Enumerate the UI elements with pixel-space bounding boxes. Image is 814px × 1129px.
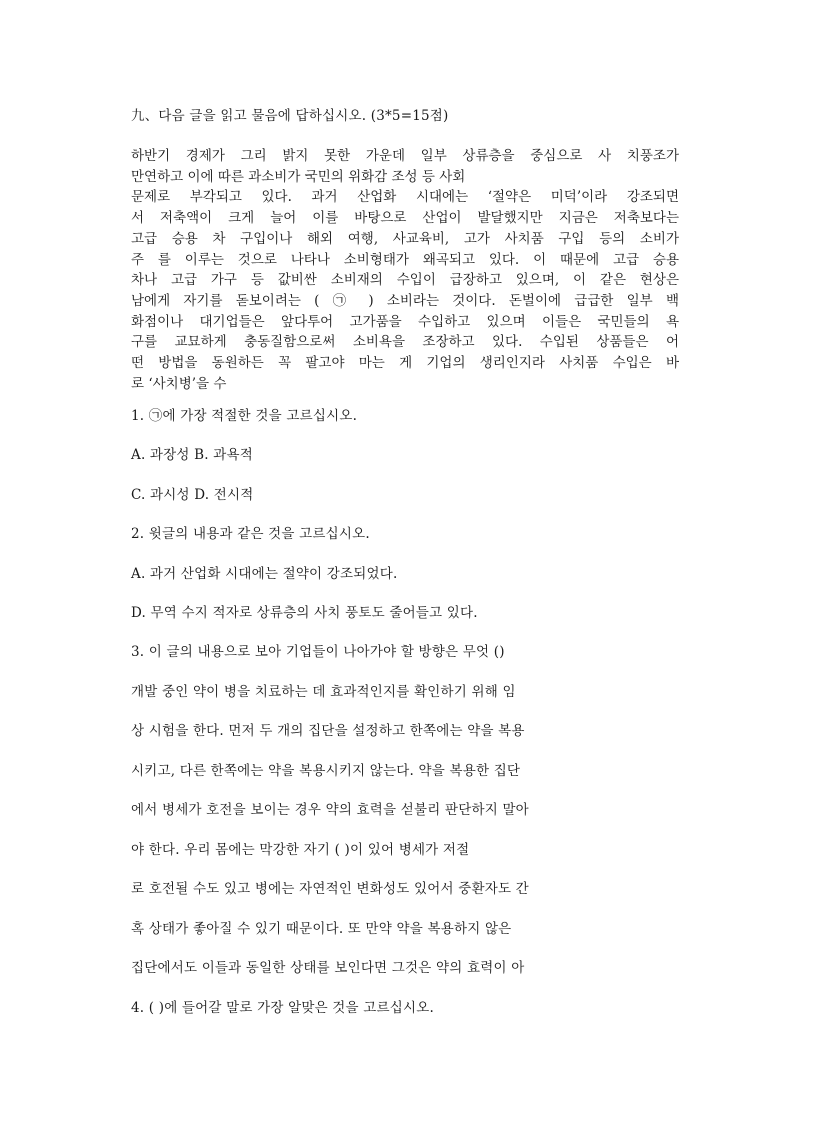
- passage-2-line: 시키고, 다른 한쪽에는 약을 복용시키지 않는다. 약을 복용한 집단: [131, 763, 521, 779]
- passage-line: 고급 승용 차 구입이나 해외 여행, 사교육비, 고가 사치품 구입 등의 소비가: [131, 230, 679, 247]
- question-1-options-cd: C. 과시성 D. 전시적: [131, 487, 254, 503]
- passage-2-line: 개발 중인 약이 병을 치료하는 데 효과적인지를 확인하기 위해 임: [131, 684, 516, 700]
- passage-2-line: 로 호전될 수도 있고 병에는 자연적인 변화성도 있어서 중환자도 간: [131, 881, 529, 897]
- question-2-option-d: D. 무역 수지 적자로 상류층의 사치 풍토도 줄어들고 있다.: [131, 605, 478, 621]
- question-2: 2. 윗글의 내용과 같은 것을 고르십시오.: [131, 526, 370, 542]
- passage-line: 화점이나 대기업들은 앞다투어 고가품을 수입하고 있으며 이들은 국민들의 욕: [131, 313, 679, 330]
- section-header: 九、다음 글을 읽고 물음에 답하십시오. (3*5=15점): [131, 108, 449, 124]
- passage-2-line: 혹 상태가 좋아질 수 있기 때문이다. 또 만약 약을 복용하지 않은: [131, 921, 512, 937]
- passage-line: 로 ‘사치병’을 수: [131, 375, 227, 392]
- passage-line: 문제로 부각되고 있다. 과거 산업화 시대에는 ‘절약은 미덕’이라 강조되면: [131, 189, 679, 206]
- passage-line: 서 저축액이 크게 늘어 이를 바탕으로 산업이 발달했지만 지금은 저축보다는: [131, 210, 679, 227]
- passage-2-line: 집단에서도 이들과 동일한 상태를 보인다면 그것은 약의 효력이 아: [131, 960, 525, 976]
- passage-line: 주 를 이루는 것으로 나타나 소비형태가 왜곡되고 있다. 이 때문에 고급 승용: [131, 251, 679, 268]
- question-3: 3. 이 글의 내용으로 보아 기업들이 나아가야 할 방향은 무엇 (): [131, 644, 505, 660]
- passage-line: 만연하고 이에 따른 과소비가 국민의 위화감 조성 등 사회: [131, 168, 466, 185]
- question-1: 1. ㉠에 가장 적절한 것을 고르십시오.: [131, 408, 358, 424]
- passage-line: 구를 교묘하게 충동질함으로써 소비욕을 조장하고 있다. 수입된 상품들은 어: [131, 334, 679, 351]
- passage-2-line: 야 한다. 우리 몸에는 막강한 자기 ( )이 있어 병세가 저절: [131, 842, 470, 858]
- passage-line: 차나 고급 가구 등 값비싼 소비재의 수입이 급장하고 있으며, 이 같은 현상은: [131, 272, 679, 289]
- passage-2-line: 에서 병세가 호전을 보이는 경우 약의 효력을 섣불리 판단하지 말아: [131, 802, 529, 818]
- question-4: 4. ( )에 들어갈 말로 가장 알맞은 것을 고르십시오.: [131, 1000, 434, 1016]
- passage-line: 남에게 자기를 돋보이려는 ( ㉠ ) 소비라는 것이다. 돈벌이에 급급한 일부 백: [131, 292, 679, 309]
- question-2-option-a: A. 과거 산업화 시대에는 절약이 강조되었다.: [131, 566, 398, 582]
- passage-2-line: 상 시험을 한다. 먼저 두 개의 집단을 설정하고 한쪽에는 약을 복용: [131, 723, 525, 739]
- passage-line: 하반기 경제가 그리 밝지 못한 가운데 일부 상류층을 중심으로 사 치풍조가: [131, 148, 679, 164]
- question-1-options-ab: A. 과장성 B. 과욕적: [131, 447, 253, 463]
- passage-line: 떤 방법을 동원하든 꼭 팔고야 마는 게 기업의 생리인지라 사치품 수입은 바: [131, 355, 679, 372]
- reading-passage-1: [131, 146, 679, 394]
